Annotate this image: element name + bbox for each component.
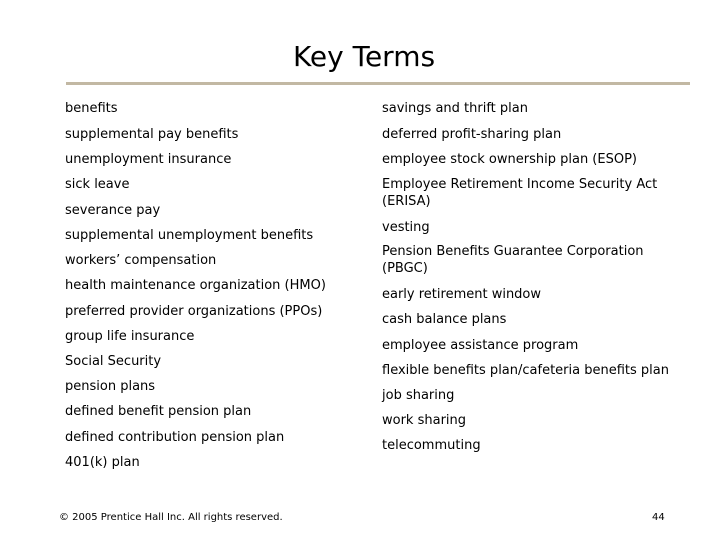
term-item: group life insurance xyxy=(65,329,195,344)
slide-title: Key Terms xyxy=(292,40,436,73)
term-item: savings and thrift plan xyxy=(382,101,528,116)
term-item: defined benefit pension plan xyxy=(65,404,252,419)
term-item: work sharing xyxy=(382,413,467,428)
term-item: supplemental pay benefits xyxy=(65,127,239,142)
term-item: cash balance plans xyxy=(382,312,507,327)
title-divider xyxy=(66,82,690,85)
term-item: pension plans xyxy=(65,379,156,394)
term-item: workers’ compensation xyxy=(65,253,217,268)
term-item: telecommuting xyxy=(382,438,481,453)
term-item: deferred profit-sharing plan xyxy=(382,127,562,142)
term-item: Pension Benefits Guarantee Corporation (PBGC) xyxy=(382,244,644,276)
term-item: employee assistance program xyxy=(382,338,579,353)
term-item: early retirement window xyxy=(382,287,542,302)
term-item: severance pay xyxy=(65,203,161,218)
term-item: Social Security xyxy=(65,354,162,369)
term-item: vesting xyxy=(382,220,430,235)
term-item: employee stock ownership plan (ESOP) xyxy=(382,152,637,167)
term-item: sick leave xyxy=(65,177,130,192)
page-number: 44 xyxy=(652,512,665,523)
term-item: unemployment insurance xyxy=(65,152,232,167)
term-item: Employee Retirement Income Security Act (ERISA) xyxy=(382,177,658,209)
term-item: health maintenance organization (HMO) xyxy=(65,278,326,293)
term-item: defined contribution pension plan xyxy=(65,430,285,445)
term-item: 401(k) plan xyxy=(65,455,140,470)
term-item: job sharing xyxy=(382,388,455,403)
term-item: preferred provider organizations (PPOs) xyxy=(65,304,323,319)
term-item: flexible benefits plan/cafeteria benefits plan xyxy=(382,363,669,378)
term-item: supplemental unemployment benefits xyxy=(65,228,314,243)
term-item: benefits xyxy=(65,101,118,116)
copyright-notice: © 2005 Prentice Hall Inc. All rights reserved. xyxy=(59,512,283,523)
